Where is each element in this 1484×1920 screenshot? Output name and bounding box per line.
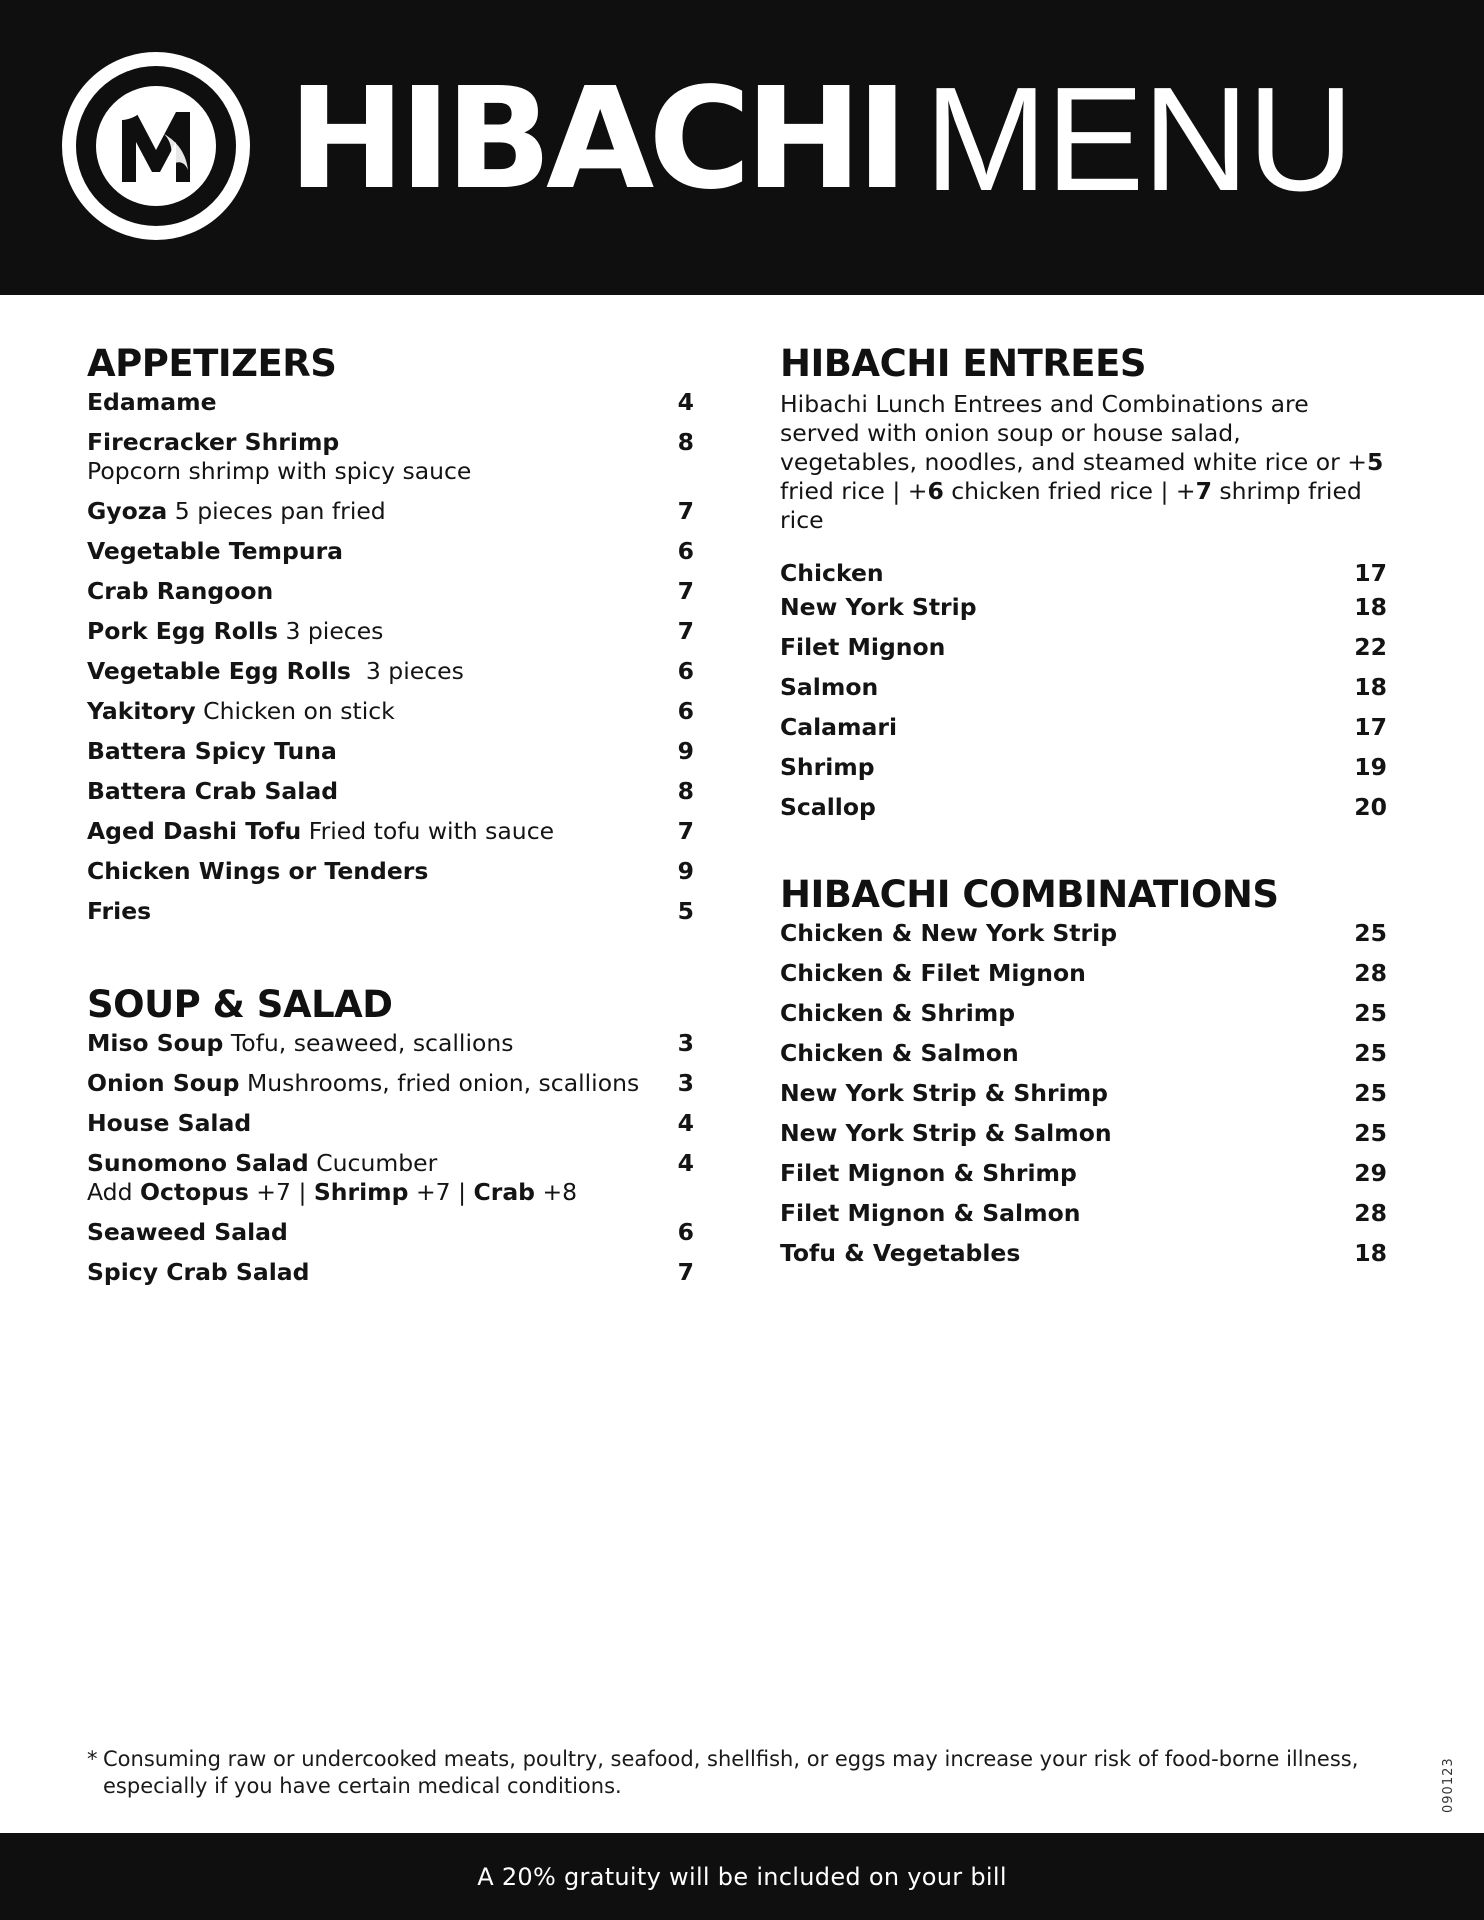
addon-price: +7	[415, 1178, 451, 1206]
list-item	[87, 388, 694, 417]
item-name: Filet Mignon	[780, 633, 946, 661]
item-name: Chicken	[780, 559, 884, 587]
item-name: Chicken Wings or Tenders	[87, 857, 429, 885]
soup-salad-list	[87, 1029, 694, 1287]
item-name: Filet Mignon & Salmon	[780, 1199, 1081, 1227]
disclaimer-footnote	[87, 1746, 1407, 1800]
intro-text: fried rice | +	[780, 477, 928, 505]
item-name: Salmon	[780, 673, 879, 701]
entrees-list	[780, 559, 1387, 822]
title-menu: MENU	[924, 57, 1353, 222]
item-name: Tofu & Vegetables	[780, 1239, 1021, 1267]
item-description: Fried tofu with sauce	[308, 817, 555, 845]
item-price: 28	[1354, 1199, 1387, 1227]
appetizers-title: APPETIZERS	[87, 342, 337, 385]
intro-price: 5	[1366, 448, 1384, 476]
item-name: Calamari	[780, 713, 898, 741]
item-price: 25	[1354, 1079, 1387, 1107]
item-name: Edamame	[87, 388, 217, 416]
addon-name: Shrimp	[313, 1178, 409, 1206]
item-addons	[87, 1178, 577, 1207]
list-item	[780, 1199, 1387, 1228]
item-name: Spicy Crab Salad	[87, 1258, 310, 1286]
item-name: Battera Crab Salad	[87, 777, 339, 805]
item-price: 3	[677, 1029, 694, 1057]
item-price: 19	[1354, 753, 1387, 781]
gratuity-text: A 20% gratuity will be included on your bill	[477, 1862, 1007, 1891]
item-name: Onion Soup	[87, 1069, 240, 1097]
item-price: 4	[677, 388, 694, 416]
item-price: 9	[677, 857, 694, 885]
footnote-text: Consuming raw or undercooked meats, poultry, seafood, shellfish, or eggs may increase your risk of food-borne illness, especially if you have certain medical conditions.	[103, 1747, 1359, 1798]
item-price: 4	[677, 1109, 694, 1137]
item-price: 6	[677, 657, 694, 685]
intro-text: Hibachi Lunch Entrees and Combinations are served with onion soup or house salad, vegetables, noodles, and steamed white rice or +	[780, 390, 1367, 476]
item-description: Mushrooms, fried onion, scallions	[246, 1069, 640, 1097]
list-item	[87, 817, 694, 846]
item-name: New York Strip & Salmon	[780, 1119, 1112, 1147]
combinations-list	[780, 919, 1387, 1268]
gratuity-footer	[0, 1833, 1484, 1920]
item-price: 6	[677, 537, 694, 565]
intro-price: 6	[927, 477, 944, 505]
item-price: 25	[1354, 1119, 1387, 1147]
list-item	[780, 959, 1387, 988]
item-name: House Salad	[87, 1109, 252, 1137]
item-name: Yakitory	[87, 697, 196, 725]
item-name: Filet Mignon & Shrimp	[780, 1159, 1077, 1187]
combinations-title: HIBACHI COMBINATIONS	[780, 873, 1279, 916]
item-name: Chicken & Filet Mignon	[780, 959, 1086, 987]
list-item	[780, 753, 1387, 782]
item-price: 9	[677, 737, 694, 765]
list-item	[87, 497, 694, 526]
list-item	[780, 919, 1387, 948]
item-price: 7	[677, 577, 694, 605]
addon-name: Crab	[473, 1178, 535, 1206]
item-price: 7	[677, 1258, 694, 1286]
list-item	[87, 1029, 694, 1058]
item-name: New York Strip	[780, 593, 977, 621]
item-name: New York Strip & Shrimp	[780, 1079, 1108, 1107]
item-name: Vegetable Egg Rolls	[87, 657, 351, 685]
item-name: Chicken & Salmon	[780, 1039, 1019, 1067]
item-description: 5 pieces pan fried	[174, 497, 386, 525]
item-description: Popcorn shrimp with spicy sauce	[87, 457, 472, 485]
item-name: Miso Soup	[87, 1029, 224, 1057]
item-description: 3 pieces	[285, 617, 384, 645]
addon-separator: |	[458, 1178, 466, 1206]
item-price: 6	[677, 1218, 694, 1246]
list-item	[87, 1218, 694, 1247]
list-item	[87, 857, 694, 886]
item-name: Chicken & New York Strip	[780, 919, 1118, 947]
addon-price: +8	[542, 1178, 578, 1206]
item-name: Gyoza	[87, 497, 168, 525]
list-item	[87, 617, 694, 646]
title-hibachi: HIBACHI	[288, 58, 903, 221]
intro-text: shrimp fried rice	[780, 477, 1362, 534]
list-item	[780, 593, 1387, 622]
item-price: 7	[677, 817, 694, 845]
item-name: Aged Dashi Tofu	[87, 817, 302, 845]
list-item	[780, 1039, 1387, 1068]
addon-separator: |	[298, 1178, 307, 1206]
menu-header	[0, 0, 1484, 295]
list-item	[780, 713, 1387, 742]
list-item	[87, 697, 694, 726]
item-name: Pork Egg Rolls	[87, 617, 278, 645]
addon-prefix: Add	[87, 1178, 133, 1206]
addon-price: +7	[256, 1178, 291, 1206]
item-price: 17	[1354, 559, 1387, 587]
intro-price: 7	[1195, 477, 1212, 505]
list-item	[87, 1149, 694, 1207]
item-price: 17	[1354, 713, 1387, 741]
list-item	[87, 777, 694, 806]
footnote-star: *	[87, 1747, 98, 1771]
left-column	[87, 340, 694, 1298]
list-item	[780, 1239, 1387, 1268]
item-price: 18	[1354, 593, 1387, 621]
document-code: 090123	[1441, 1757, 1456, 1813]
list-item	[87, 897, 694, 926]
list-item	[780, 793, 1387, 822]
item-name: Firecracker Shrimp	[87, 428, 340, 456]
item-name: Shrimp	[780, 753, 875, 781]
item-description: Chicken on stick	[203, 697, 395, 725]
list-item	[780, 1079, 1387, 1108]
list-item	[87, 657, 694, 686]
addon-name: Octopus	[139, 1178, 249, 1206]
item-description: Tofu, seaweed, scallions	[230, 1029, 514, 1057]
item-price: 5	[677, 897, 694, 925]
list-item	[87, 537, 694, 566]
item-name: Crab Rangoon	[87, 577, 274, 605]
right-column	[780, 340, 1387, 1279]
item-price: 25	[1354, 999, 1387, 1027]
list-item	[780, 559, 1387, 588]
item-price: 18	[1354, 1239, 1387, 1267]
list-item	[87, 1258, 694, 1287]
list-item	[780, 673, 1387, 702]
list-item	[87, 1069, 694, 1098]
soup-salad-title: SOUP & SALAD	[87, 983, 393, 1026]
item-price: 28	[1354, 959, 1387, 987]
item-name: Chicken & Shrimp	[780, 999, 1016, 1027]
list-item	[87, 577, 694, 606]
m-logo-icon	[60, 50, 252, 242]
item-price: 25	[1354, 1039, 1387, 1067]
menu-title	[288, 57, 1353, 222]
item-price: 20	[1354, 793, 1387, 821]
list-item	[780, 1119, 1387, 1148]
item-name: Battera Spicy Tuna	[87, 737, 337, 765]
item-price: 6	[677, 697, 694, 725]
entrees-title: HIBACHI ENTREES	[780, 342, 1147, 385]
item-name: Seaweed Salad	[87, 1218, 288, 1246]
item-price: 4	[677, 1149, 694, 1177]
appetizers-list	[87, 388, 694, 926]
item-price: 25	[1354, 919, 1387, 947]
item-name: Vegetable Tempura	[87, 537, 344, 565]
item-description: 3 pieces	[365, 657, 464, 685]
intro-text: chicken fried rice | +	[943, 477, 1196, 505]
item-name: Fries	[87, 897, 152, 925]
item-price: 8	[677, 777, 694, 805]
item-price: 7	[677, 617, 694, 645]
item-price: 29	[1354, 1159, 1387, 1187]
list-item	[87, 1109, 694, 1138]
entrees-intro	[780, 390, 1385, 535]
list-item	[780, 633, 1387, 662]
item-price: 8	[677, 428, 694, 456]
item-price: 18	[1354, 673, 1387, 701]
item-price: 7	[677, 497, 694, 525]
item-description: Cucumber	[316, 1149, 438, 1177]
item-price: 3	[677, 1069, 694, 1097]
list-item	[87, 737, 694, 766]
item-price: 22	[1354, 633, 1387, 661]
list-item	[87, 428, 694, 486]
item-name: Scallop	[780, 793, 876, 821]
list-item	[780, 1159, 1387, 1188]
list-item	[780, 999, 1387, 1028]
item-name: Sunomono Salad	[87, 1149, 309, 1177]
